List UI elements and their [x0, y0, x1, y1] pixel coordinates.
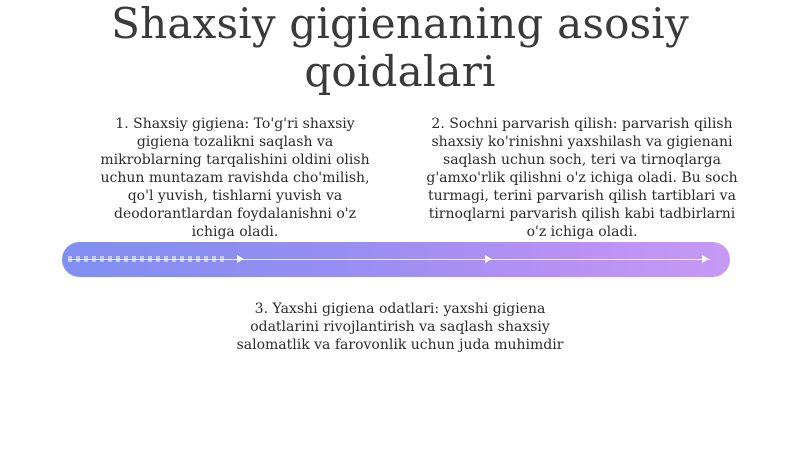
step-1-line: 1. Shaxsiy gigiena: To'g'ri shaxsiy [115, 116, 355, 132]
step-1-line: ichiga oladi. [191, 224, 279, 240]
step-2-line: 2. Sochni parvarish qilish: parvarish qilish [431, 116, 733, 132]
step-1-line: uchun muntazam ravishda cho'milish, [100, 170, 370, 186]
timeline-line [68, 259, 710, 260]
step-1-line: mikroblarning tarqalishini oldini olish [100, 152, 370, 168]
step-1-line: qo'l yuvish, tishlarni yuvish va [127, 188, 343, 204]
step-card-3 [232, 300, 568, 354]
step-3-line: 3. Yaxshi gigiena odatlari: yaxshi gigiena [254, 301, 546, 317]
step-1-line: gigiena tozalikni saqlash va [136, 134, 334, 150]
step-card-1 [92, 115, 378, 241]
page-title [0, 0, 800, 96]
step-2-line: tirnoqlarni parvarish qilish kabi tadbirlarni [428, 206, 736, 222]
step-2-line: turmagi, terini parvarish qilish tartiblari va [428, 188, 736, 204]
timeline-bar [62, 242, 730, 277]
step-card-2 [418, 115, 746, 241]
step-3-line: odatlarini rivojlantirish va saqlash shaxsiy [250, 319, 550, 335]
arrow-right-icon [485, 255, 492, 263]
step-2-line: shaxsiy ko'rinishni yaxshilash va gigienani [431, 134, 733, 150]
arrow-right-icon [237, 255, 244, 263]
step-2-line: saqlash uchun soch, teri va tirnoqlarga [443, 152, 721, 168]
step-2-line: g'amxo'rlik qilishni o'z ichiga oladi. Bu soch [426, 170, 738, 186]
title-line-2: qoidalari [304, 47, 496, 96]
step-2-line: o'z ichiga oladi. [526, 224, 638, 240]
step-3-line: salomatlik va farovonlik uchun juda muhimdir [236, 337, 564, 353]
title-line-1: Shaxsiy gigienaning asosiy [111, 0, 689, 48]
arrow-right-icon [702, 255, 709, 263]
step-1-line: deodorantlardan foydalanishni o'z [114, 206, 356, 222]
